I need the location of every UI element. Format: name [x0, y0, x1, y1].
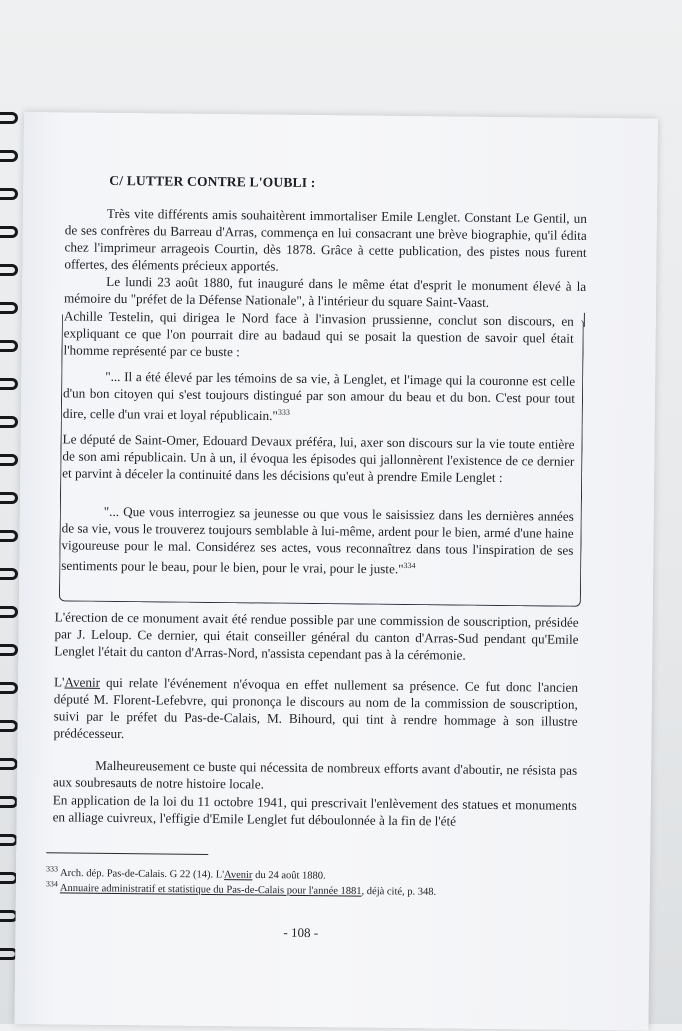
binding-ring: [0, 112, 18, 124]
paragraph-biography: Très vite différents amis souhaitèrent immortaliser Emile Lenglet. Constant Le Gentil, un de ses confrères du Barreau d'Arras, commença en lui consacrant une brève biographie, qu'il édita chez l'imprimeur arrageois Courtin, dès 1878. Grâce à cette publication, des pistes nous furent offertes, des éléments précieux apportés.: [64, 205, 587, 274]
binding-ring: [0, 188, 18, 200]
footnote-title: Avenir: [224, 869, 253, 881]
binding-ring: [0, 644, 18, 656]
document-page: [14, 112, 658, 1031]
avenir-rest: qui relate l'événement n'évoqua en effet nullement sa présence. Ce fut donc l'ancien député M. Florent-Lefebvre, qui prononça le discours au nom de la commission de souscription, suivi par le préfet du Pas-de-Calais, M. Bihourd, qui tint à rendre hommage à son illustre prédécesseur.: [53, 674, 579, 742]
quote-testelin: [63, 367, 576, 427]
quote-testelin-text: "... Il a été élevé par les témoins de sa vie, à Lenglet, et l'image qui la couronne est celle d'un bon citoyen qui s'est toujours distingué par son amour du beau et du bon. C'est pour tout dire, celle d'un vrai et loyal républicain.": [62, 368, 576, 424]
quote-devaux: [61, 502, 574, 579]
footnote-ref-334: 334: [403, 561, 416, 571]
binding-ring: [0, 834, 18, 846]
binding-ring: [0, 606, 18, 618]
paragraph-devaux: Le député de Saint-Omer, Edouard Devaux préféra, lui, axer son discours sur la vie toute entière de son ami républicain. Un à un, il évoqua les épisodes qui jallonnèrent l'existence de ce dernier et parvint à déceler la continuité dans les décisions qu'eut à prendre Emile Lenglet :: [62, 431, 575, 486]
section-heading: C/ LUTTER CONTRE L'OUBLI :: [109, 172, 316, 191]
footnote-number: 334: [45, 879, 58, 889]
paragraph-testelin: Achille Testelin, qui dirigea le Nord face à l'invasion prussienne, conclut son discours, en expliquant ce que l'on pourrait dire au badaud qui se posait la question de savoir quel était l'homme représenté par ce buste :: [63, 308, 574, 360]
footnote-ref-333: 333: [277, 407, 290, 417]
paragraph-law-1941: En application de la loi du 11 octobre 1941, qui prescrivait l'enlèvement des statues et monuments en alliage cuivreux, l'effigie d'Emile Lenglet fut déboulonnée à la fin de l'été: [52, 792, 577, 829]
paragraph-inauguration: Le lundi 23 août 1880, fut inauguré dans le même état d'esprit le monument élevé à la mémoire du "préfet de la Défense Nationale", à l'intérieur du square Saint-Vaast.: [63, 273, 587, 310]
footnote-separator: [46, 852, 208, 855]
binding-ring: [0, 226, 18, 238]
paragraph-bust-fate: Malheureusement ce buste qui nécessita de nombreux efforts avant d'aboutir, ne résista pas aux soubresauts de notre histoire locale.: [52, 757, 578, 792]
binding-ring: [0, 492, 18, 504]
footnote-text: du 24 août 1880.: [252, 869, 326, 882]
quote-devaux-text: "... Que vous interrogiez sa jeunesse ou que vous le saisissiez dans les dernières années de sa vie, vous le trouverez toujours semblable à lui-même, ardent pour le bien, armé d'une haine vigoureuse pour le mal. Considérez ses actes, vous reconnaîtrez dans tous l'inspiration de ses sentiments pour le beau, pour le bien, pour le vrai, pour le juste.": [61, 503, 574, 577]
footnote-334: [46, 877, 437, 899]
binding-ring: [0, 796, 18, 808]
paragraph-commission: L'érection de ce monument avait été rendue possible par une commission de souscription, présidée par J. Leloup. Ce dernier, qui était conseiller général du canton d'Arras-Sud pendant qu'Emile Lenglet l'était du canton d'Arras-Nord, n'assista cependant pas à la cérémonie.: [54, 609, 579, 663]
footnote-text: Arch. dép. Pas-de-Calais. G 22 (14). L': [57, 867, 225, 881]
binding-ring: [0, 264, 18, 276]
binding-ring: [0, 682, 18, 694]
avenir-title: Avenir: [64, 674, 101, 690]
binding-ring: [0, 758, 18, 770]
paragraph-avenir: [53, 673, 578, 746]
binding-ring: [0, 568, 18, 580]
binding-ring: [0, 416, 18, 428]
page-number: - 108 -: [283, 924, 319, 941]
footnote-number: 333: [46, 864, 59, 874]
binding-ring: [0, 720, 18, 732]
binding-ring: [0, 302, 18, 314]
binding-ring: [0, 454, 18, 466]
binding-ring: [0, 150, 18, 162]
footnote-title: Annuaire administratif et statistique du Pas-de-Calais pour l'année 1881: [59, 882, 362, 898]
binding-ring: [0, 530, 18, 542]
binding-ring: [0, 378, 18, 390]
binding-ring: [0, 340, 18, 352]
footnote-text: , déjà cité, p. 348.: [361, 886, 437, 898]
avenir-prefix: L': [53, 674, 65, 690]
